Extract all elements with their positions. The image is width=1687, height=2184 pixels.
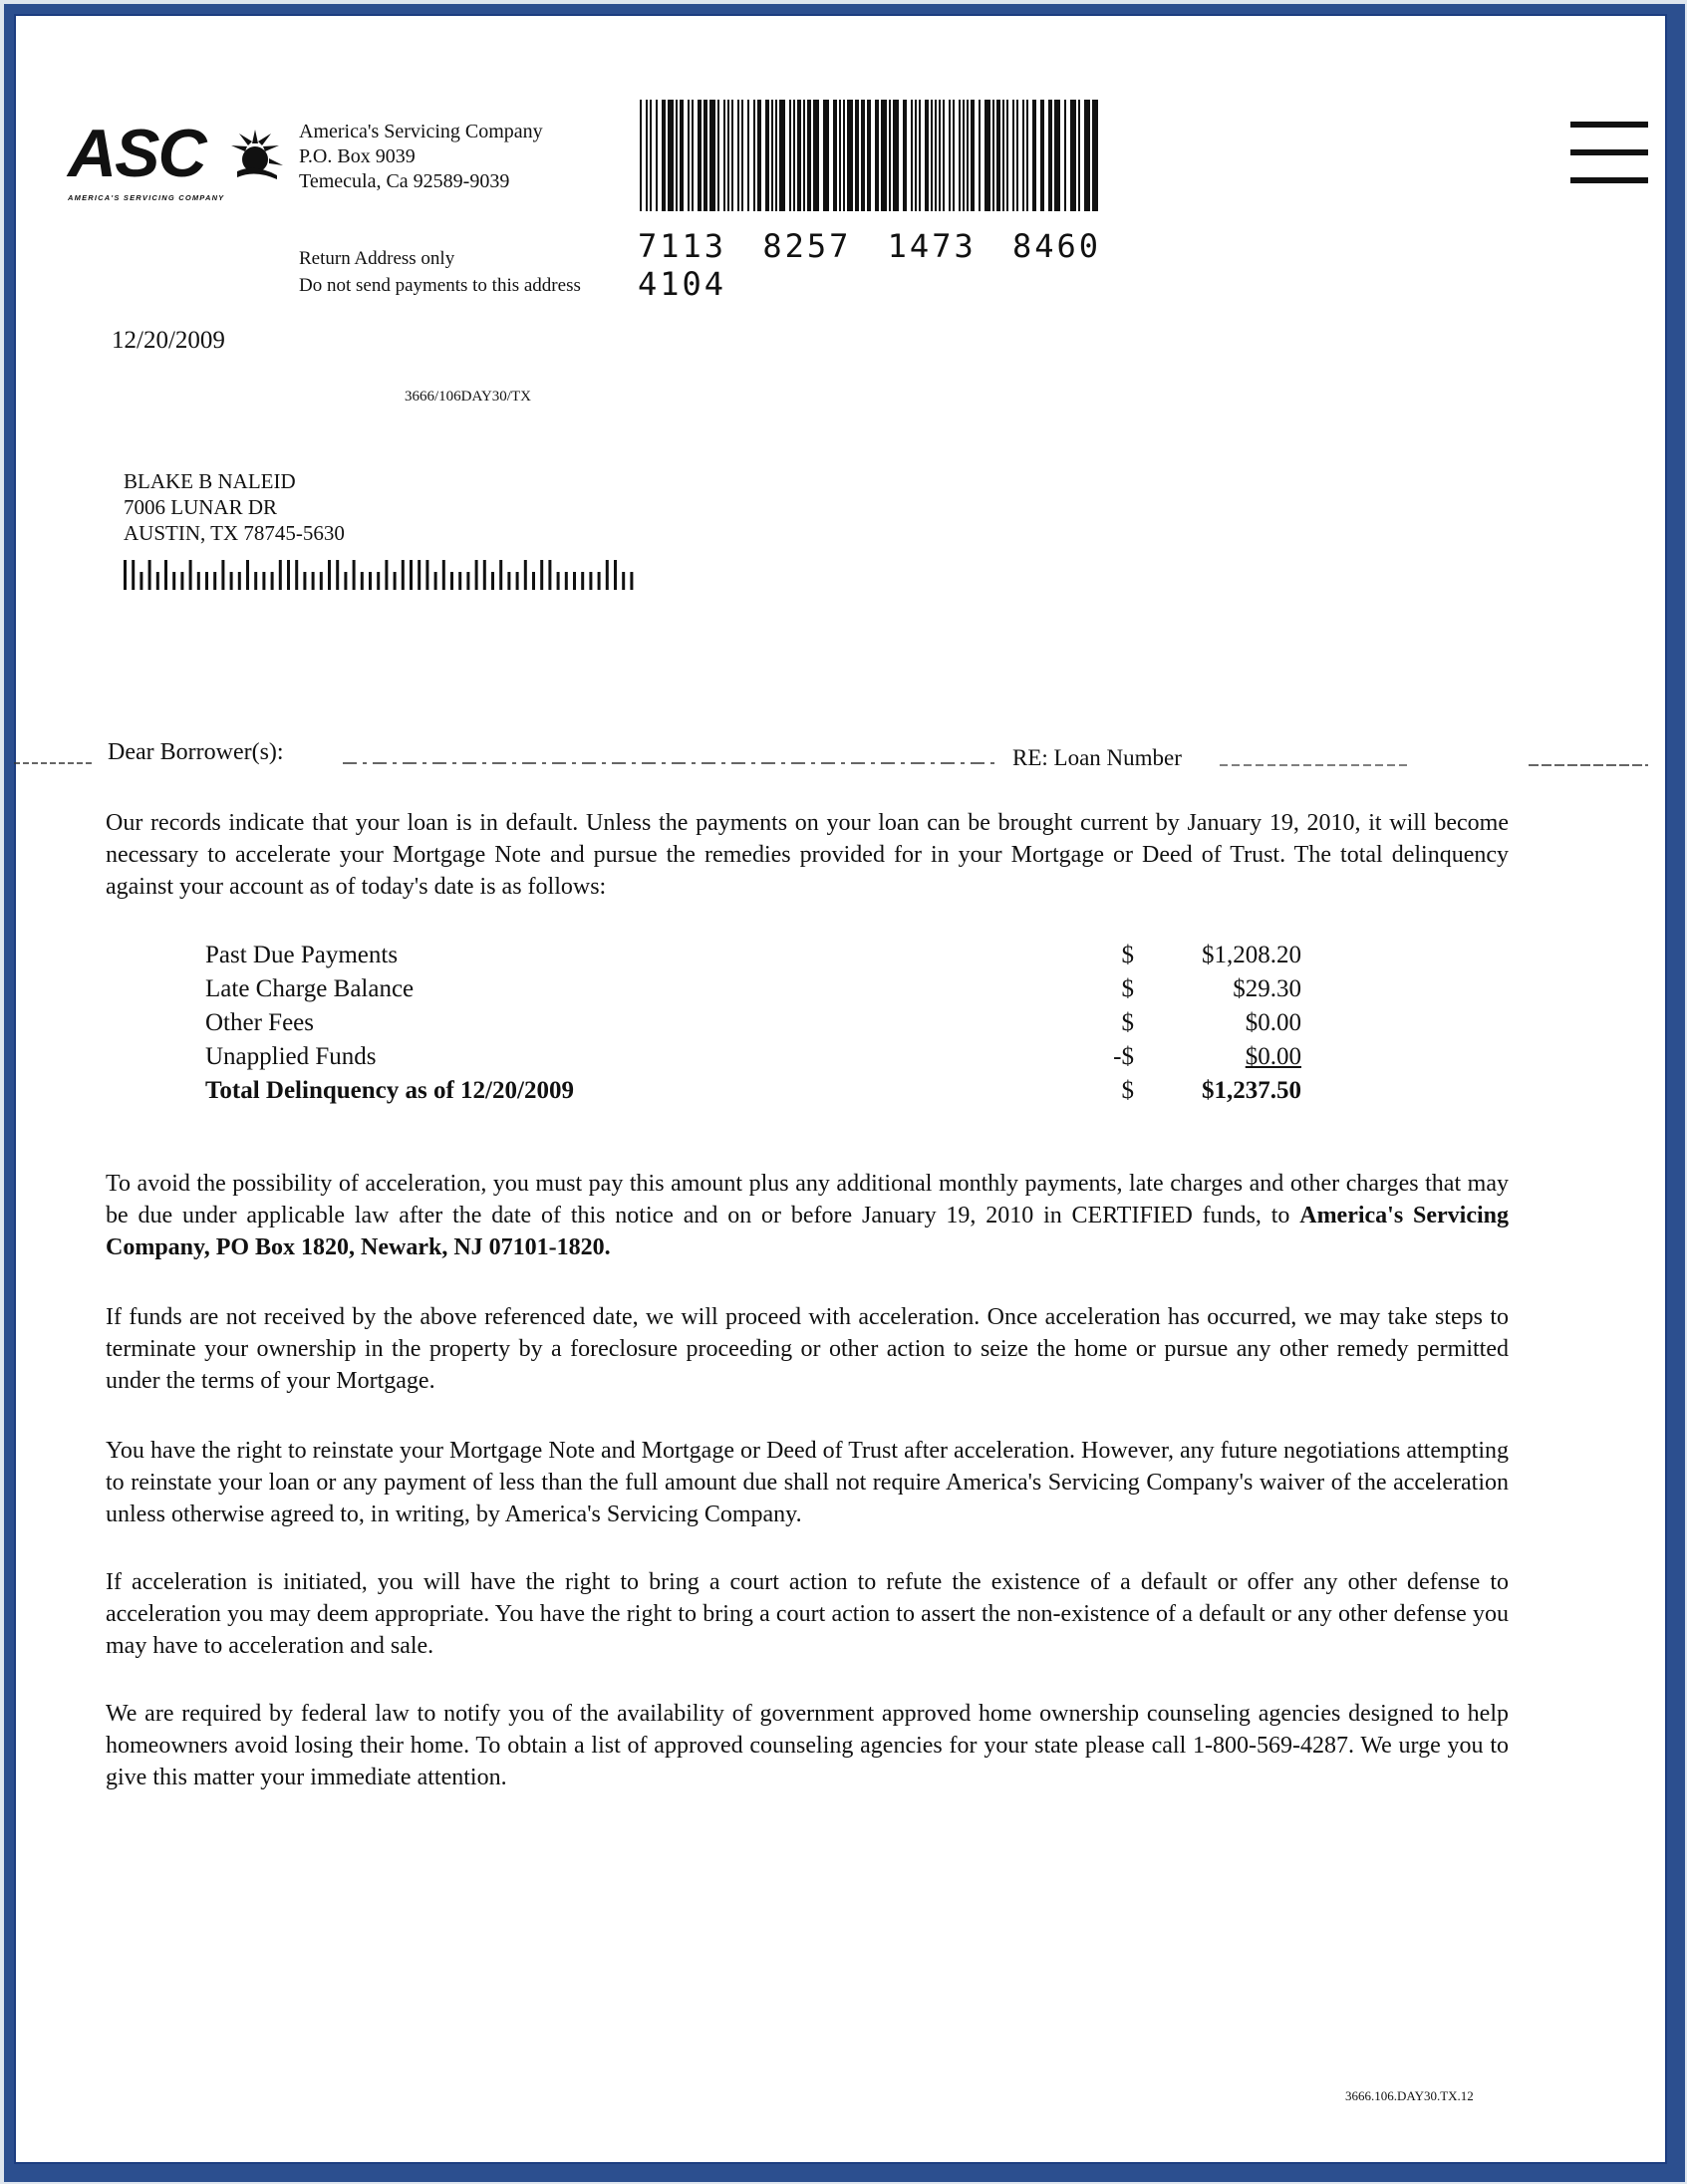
reference-code: 3666/106DAY30/TX	[405, 389, 531, 405]
paragraph-reinstatement: You have the right to reinstate your Mortgage Note and Mortgage or Deed of Trust after acceleration. However, any future negotiations attempting to reinstate your loan or any payment of less than the full amount due shall not require America's Servicing Company's waiver of the acceleration unless otherwise agreed to, in writing, by America's Servicing Company.	[106, 1438, 1509, 1527]
sender-po-box: P.O. Box 9039	[299, 145, 416, 167]
delinquency-row	[205, 939, 1311, 972]
sender-address	[299, 120, 543, 194]
postal-barcode	[122, 558, 640, 592]
menu-icon	[1570, 122, 1648, 185]
asc-logo	[68, 116, 307, 209]
re-loan-number: RE: Loan Number	[1008, 745, 1186, 771]
paragraph-default-notice: Our records indicate that your loan is in default. Unless the payments on your loan can be brought current by January 19, 2010, it will become necessary to accelerate your Mortgage Note and pursue the remedies provided for in your Mortgage or Deed of Trust. The total delinquency against your account as of today's date is as follows:	[106, 810, 1509, 900]
payment-address: America's Servicing Company, PO Box 1820, Newark, NJ 07101-1820.	[106, 1203, 1509, 1260]
return-note-line2: Do not send payments to this address	[299, 275, 581, 296]
delinquency-amount: $0.00	[1245, 1043, 1301, 1070]
delinquency-amount: $29.30	[1233, 975, 1301, 1002]
delinquency-amount: $1,208.20	[1202, 942, 1301, 968]
logo-subtitle: AMERICA'S SERVICING COMPANY	[68, 193, 225, 202]
delinquency-row	[205, 1074, 1311, 1108]
delinquency-table	[205, 939, 1311, 1108]
tracking-barcode	[638, 100, 1100, 211]
payment-instructions-text: To avoid the possibility of acceleration, you must pay this amount plus any additional monthly payments, late charges and other charges that may be due under applicable law after the date of this notice and on or before January 19, 2010 in CERTIFIED funds, to	[106, 1171, 1509, 1228]
delinquency-row	[205, 1006, 1311, 1040]
sender-name: America's Servicing Company	[299, 121, 543, 142]
delinquency-label: Unapplied Funds	[205, 1043, 377, 1070]
paragraph-payment-instructions	[106, 1168, 1509, 1263]
delinquency-currency: -$	[1113, 1043, 1134, 1070]
delinquency-currency: $	[1121, 975, 1134, 1002]
delinquency-row	[205, 972, 1311, 1006]
delinquency-amount: $0.00	[1245, 1009, 1301, 1036]
recipient-city: AUSTIN, TX 78745-5630	[124, 521, 345, 545]
sun-logo-icon	[227, 126, 285, 187]
paragraph-court-action: If acceleration is initiated, you will have the right to bring a court action to refute the existence of a default or offer any other defense to acceleration you may deem appropriate. You have the right to bring a court action to assert the non-existence of a default or any other defense you may have to acceleration and sale.	[106, 1569, 1509, 1659]
logo-text: ASC	[68, 116, 205, 191]
sender-city: Temecula, Ca 92589-9039	[299, 170, 510, 192]
delinquency-label: Late Charge Balance	[205, 975, 415, 1002]
salutation: Dear Borrower(s):	[108, 739, 290, 766]
delinquency-currency: $	[1121, 942, 1134, 968]
delinquency-amount: $1,237.50	[1202, 1077, 1301, 1104]
delinquency-label: Other Fees	[205, 1009, 314, 1036]
delinquency-row	[205, 1040, 1311, 1074]
delinquency-currency: $	[1121, 1009, 1134, 1036]
tracking-number: 7113 8257 1473 8460 4104	[638, 227, 1102, 303]
recipient-address	[124, 468, 345, 546]
return-note-line1: Return Address only	[299, 248, 455, 269]
delinquency-label: Past Due Payments	[205, 942, 399, 968]
footer-code: 3666.106.DAY30.TX.12	[1345, 2088, 1474, 2103]
letter-date: 12/20/2009	[112, 327, 225, 354]
paragraph-acceleration: If funds are not received by the above referenced date, we will proceed with acceleration. Once acceleration has occurred, we may take steps to terminate your ownership in the property by a foreclosure proceeding or other action to seize the home or pursue any other remedy permitted under the terms of your Mortgage.	[106, 1304, 1509, 1394]
return-note	[299, 245, 581, 299]
delinquency-label: Total Delinquency as of 12/20/2009	[205, 1077, 574, 1104]
delinquency-currency: $	[1121, 1077, 1134, 1104]
recipient-street: 7006 LUNAR DR	[124, 495, 278, 519]
paragraph-counseling: We are required by federal law to notify you of the availability of government approved home ownership counseling agencies designed to help homeowners avoid losing their home. To obtain a list of approved counseling agencies for your state please call 1-800-569-4287. We urge you to give this matter your immediate attention.	[106, 1701, 1509, 1790]
recipient-name: BLAKE B NALEID	[124, 469, 296, 493]
